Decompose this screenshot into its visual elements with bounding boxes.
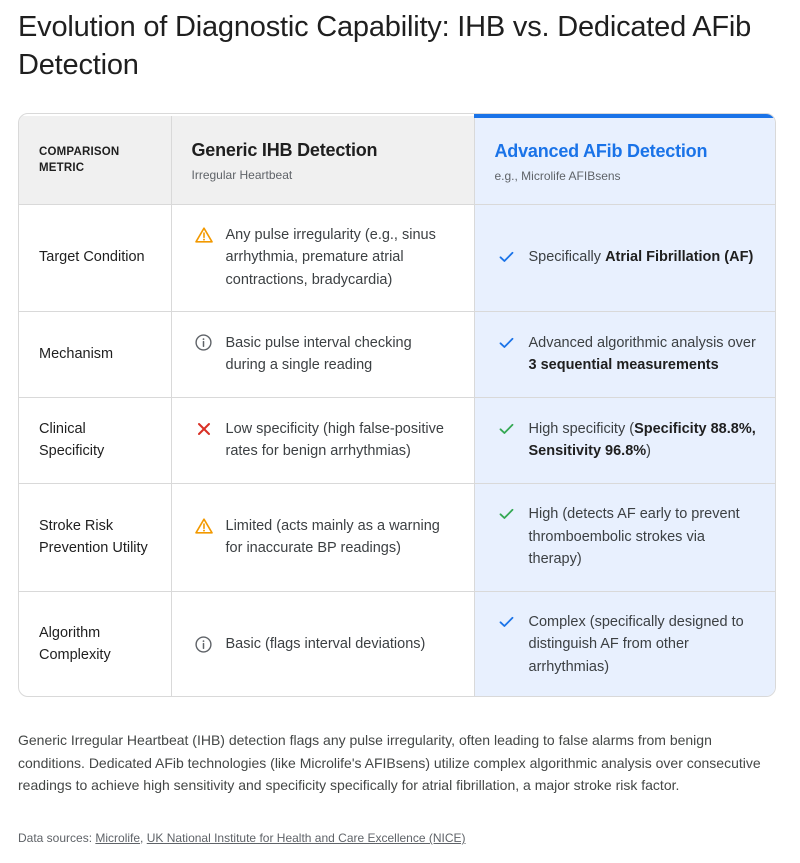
check-icon [497, 332, 517, 354]
metric-cell [19, 397, 171, 483]
table-row [19, 397, 776, 483]
metric-label: Stroke Risk Prevention Utility [39, 517, 148, 556]
table-row [19, 483, 776, 591]
metric-label: Target Condition [39, 249, 145, 266]
afib-column-header [474, 116, 776, 204]
ihb-cell [171, 483, 474, 591]
check-icon [497, 611, 517, 633]
metric-header-label: COMPARISON METRIC [39, 145, 120, 174]
afib-emphasis: Atrial Fibrillation (AF) [605, 249, 754, 266]
warning-icon [194, 515, 214, 537]
check-icon [497, 246, 517, 268]
ihb-column-subtitle: Irregular Heartbeat [191, 167, 293, 182]
table-row [19, 204, 776, 311]
table-row [19, 311, 776, 397]
summary-paragraph: Generic Irregular Heartbeat (IHB) detection flags any pulse irregularity, often leading to false alarms from benign conditions. Dedicated AFib technologies (like Microlife's AFIBsens) utilize complex algorithmic analysis over consecutive readings to achieve high sensitivity and specificity specifically for atrial fibrillation, a major stroke risk factor. [18, 732, 761, 793]
metric-label: Mechanism [39, 345, 114, 362]
ihb-text: Low specificity (high false-positive rates for benign arrhythmias) [225, 420, 444, 459]
info-icon [194, 332, 214, 354]
info-icon [194, 633, 214, 655]
afib-text: Complex (specifically designed to distinguish AF from other arrhythmias) [528, 613, 744, 675]
sources-label: Data sources: [18, 831, 96, 845]
page-title: Evolution of Diagnostic Capability: IHB vs. Dedicated AFib Detection [18, 11, 752, 81]
warning-icon [194, 224, 214, 246]
sources-separator: , [140, 831, 147, 845]
metric-cell [19, 204, 171, 311]
ihb-cell [171, 204, 474, 311]
afib-column-title: Advanced AFib Detection [494, 140, 708, 161]
afib-cell [474, 397, 776, 483]
cross-icon [194, 418, 214, 440]
ihb-cell [171, 311, 474, 397]
afib-cell [474, 591, 776, 697]
afib-text: High (detects AF early to prevent thromboembolic strokes via therapy) [528, 506, 740, 568]
metric-cell [19, 591, 171, 697]
metric-column-header [19, 116, 171, 204]
ihb-text: Basic pulse interval checking during a single reading [225, 334, 412, 373]
table-row [19, 591, 776, 697]
ihb-column-title: Generic IHB Detection [191, 139, 378, 160]
check-icon [497, 503, 517, 525]
metric-label: Clinical Specificity [39, 420, 105, 459]
ihb-column-header [171, 116, 474, 204]
metric-label: Algorithm Complexity [39, 624, 111, 664]
afib-emphasis: 3 sequential measurements [528, 357, 719, 373]
source-link-microlife[interactable]: Microlife [95, 831, 141, 845]
ihb-cell [171, 397, 474, 483]
ihb-text: Basic (flags interval deviations) [225, 636, 426, 652]
comparison-table [18, 113, 776, 697]
check-icon [497, 418, 517, 440]
afib-column-subtitle: e.g., Microlife AFIBsens [494, 168, 621, 183]
data-sources [18, 829, 778, 847]
afib-cell [474, 483, 776, 591]
metric-cell [19, 483, 171, 591]
afib-text: Specifically Atrial Fibrillation (AF) [528, 249, 754, 266]
afib-emphasis: Sensitivity 96.8% [528, 443, 647, 459]
ihb-cell [171, 591, 474, 697]
ihb-text: Limited (acts mainly as a warning for inaccurate BP readings) [225, 517, 440, 556]
afib-text: High specificity (Specificity 88.8%, Sensitivity 96.8%) [528, 420, 756, 459]
source-link-nice[interactable]: UK National Institute for Health and Care Excellence (NICE) [146, 831, 466, 845]
metric-cell [19, 311, 171, 397]
table-header-row [19, 116, 776, 204]
afib-cell [474, 311, 776, 397]
afib-emphasis: Specificity 88.8%, [634, 420, 756, 437]
afib-cell [474, 204, 776, 311]
ihb-text: Any pulse irregularity (e.g., sinus arrhythmia, premature atrial contractions, bradycardia) [225, 226, 436, 288]
afib-text: Advanced algorithmic analysis over 3 sequential measurements [528, 334, 756, 373]
